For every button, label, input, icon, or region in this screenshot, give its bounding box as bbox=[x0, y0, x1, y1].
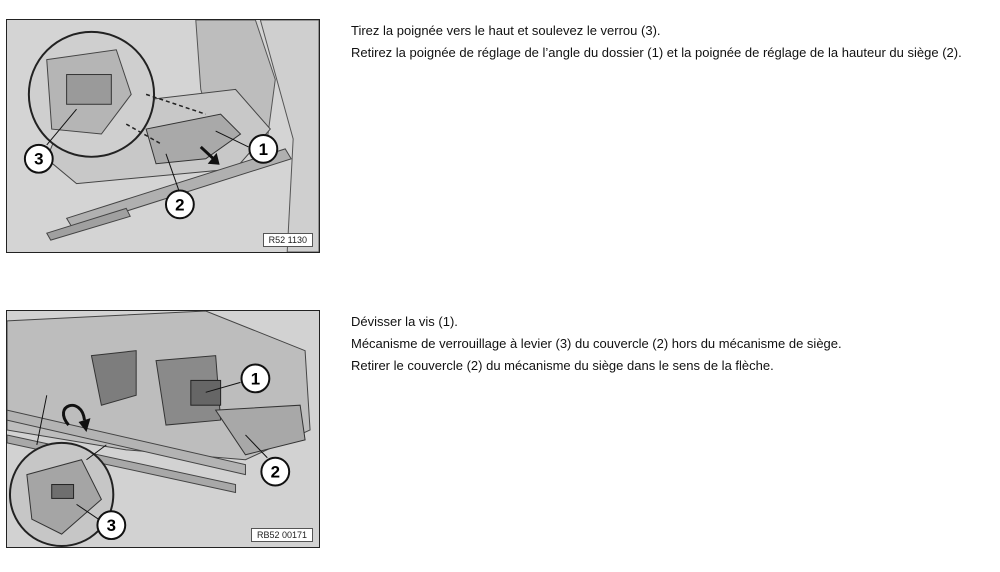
seat-handle-illustration bbox=[6, 19, 320, 253]
instruction-paragraph: Dévisser la vis (1). bbox=[351, 314, 458, 329]
seat-handle-drawing bbox=[7, 20, 319, 252]
seat-cover-drawing bbox=[7, 311, 319, 547]
seat-cover-illustration bbox=[6, 310, 320, 548]
instruction-paragraph: Tirez la poignée vers le haut et soulevez le verrou (3). bbox=[351, 23, 661, 38]
instruction-step-2 bbox=[0, 310, 1000, 550]
svg-text:2: 2 bbox=[175, 195, 185, 215]
svg-text:2: 2 bbox=[270, 462, 280, 482]
svg-text:3: 3 bbox=[34, 149, 44, 169]
callout-2 bbox=[261, 458, 289, 486]
svg-text:1: 1 bbox=[250, 369, 261, 389]
instruction-paragraph: Retirer le couvercle (2) du mécanisme du siège dans le sens de la flèche. bbox=[351, 358, 774, 373]
svg-text:3: 3 bbox=[106, 516, 117, 536]
instruction-paragraph: Retirez la poignée de réglage de l’angle du dossier (1) et la poignée de réglage de la hauteur du siège (2). bbox=[351, 45, 962, 60]
instruction-step-1 bbox=[0, 19, 1000, 259]
svg-text:1: 1 bbox=[258, 139, 269, 159]
callout-2 bbox=[166, 191, 194, 219]
instruction-text bbox=[351, 314, 971, 380]
callout-3 bbox=[97, 511, 125, 539]
instruction-text bbox=[351, 23, 971, 67]
callout-1 bbox=[249, 135, 277, 163]
figure-reference-code: RB52 00171 bbox=[251, 528, 313, 542]
figure-reference-code: R52 1130 bbox=[263, 233, 313, 247]
callout-3 bbox=[25, 145, 53, 173]
instruction-paragraph: Mécanisme de verrouillage à levier (3) du couvercle (2) hors du mécanisme de siège. bbox=[351, 336, 842, 351]
callout-1 bbox=[241, 365, 269, 393]
